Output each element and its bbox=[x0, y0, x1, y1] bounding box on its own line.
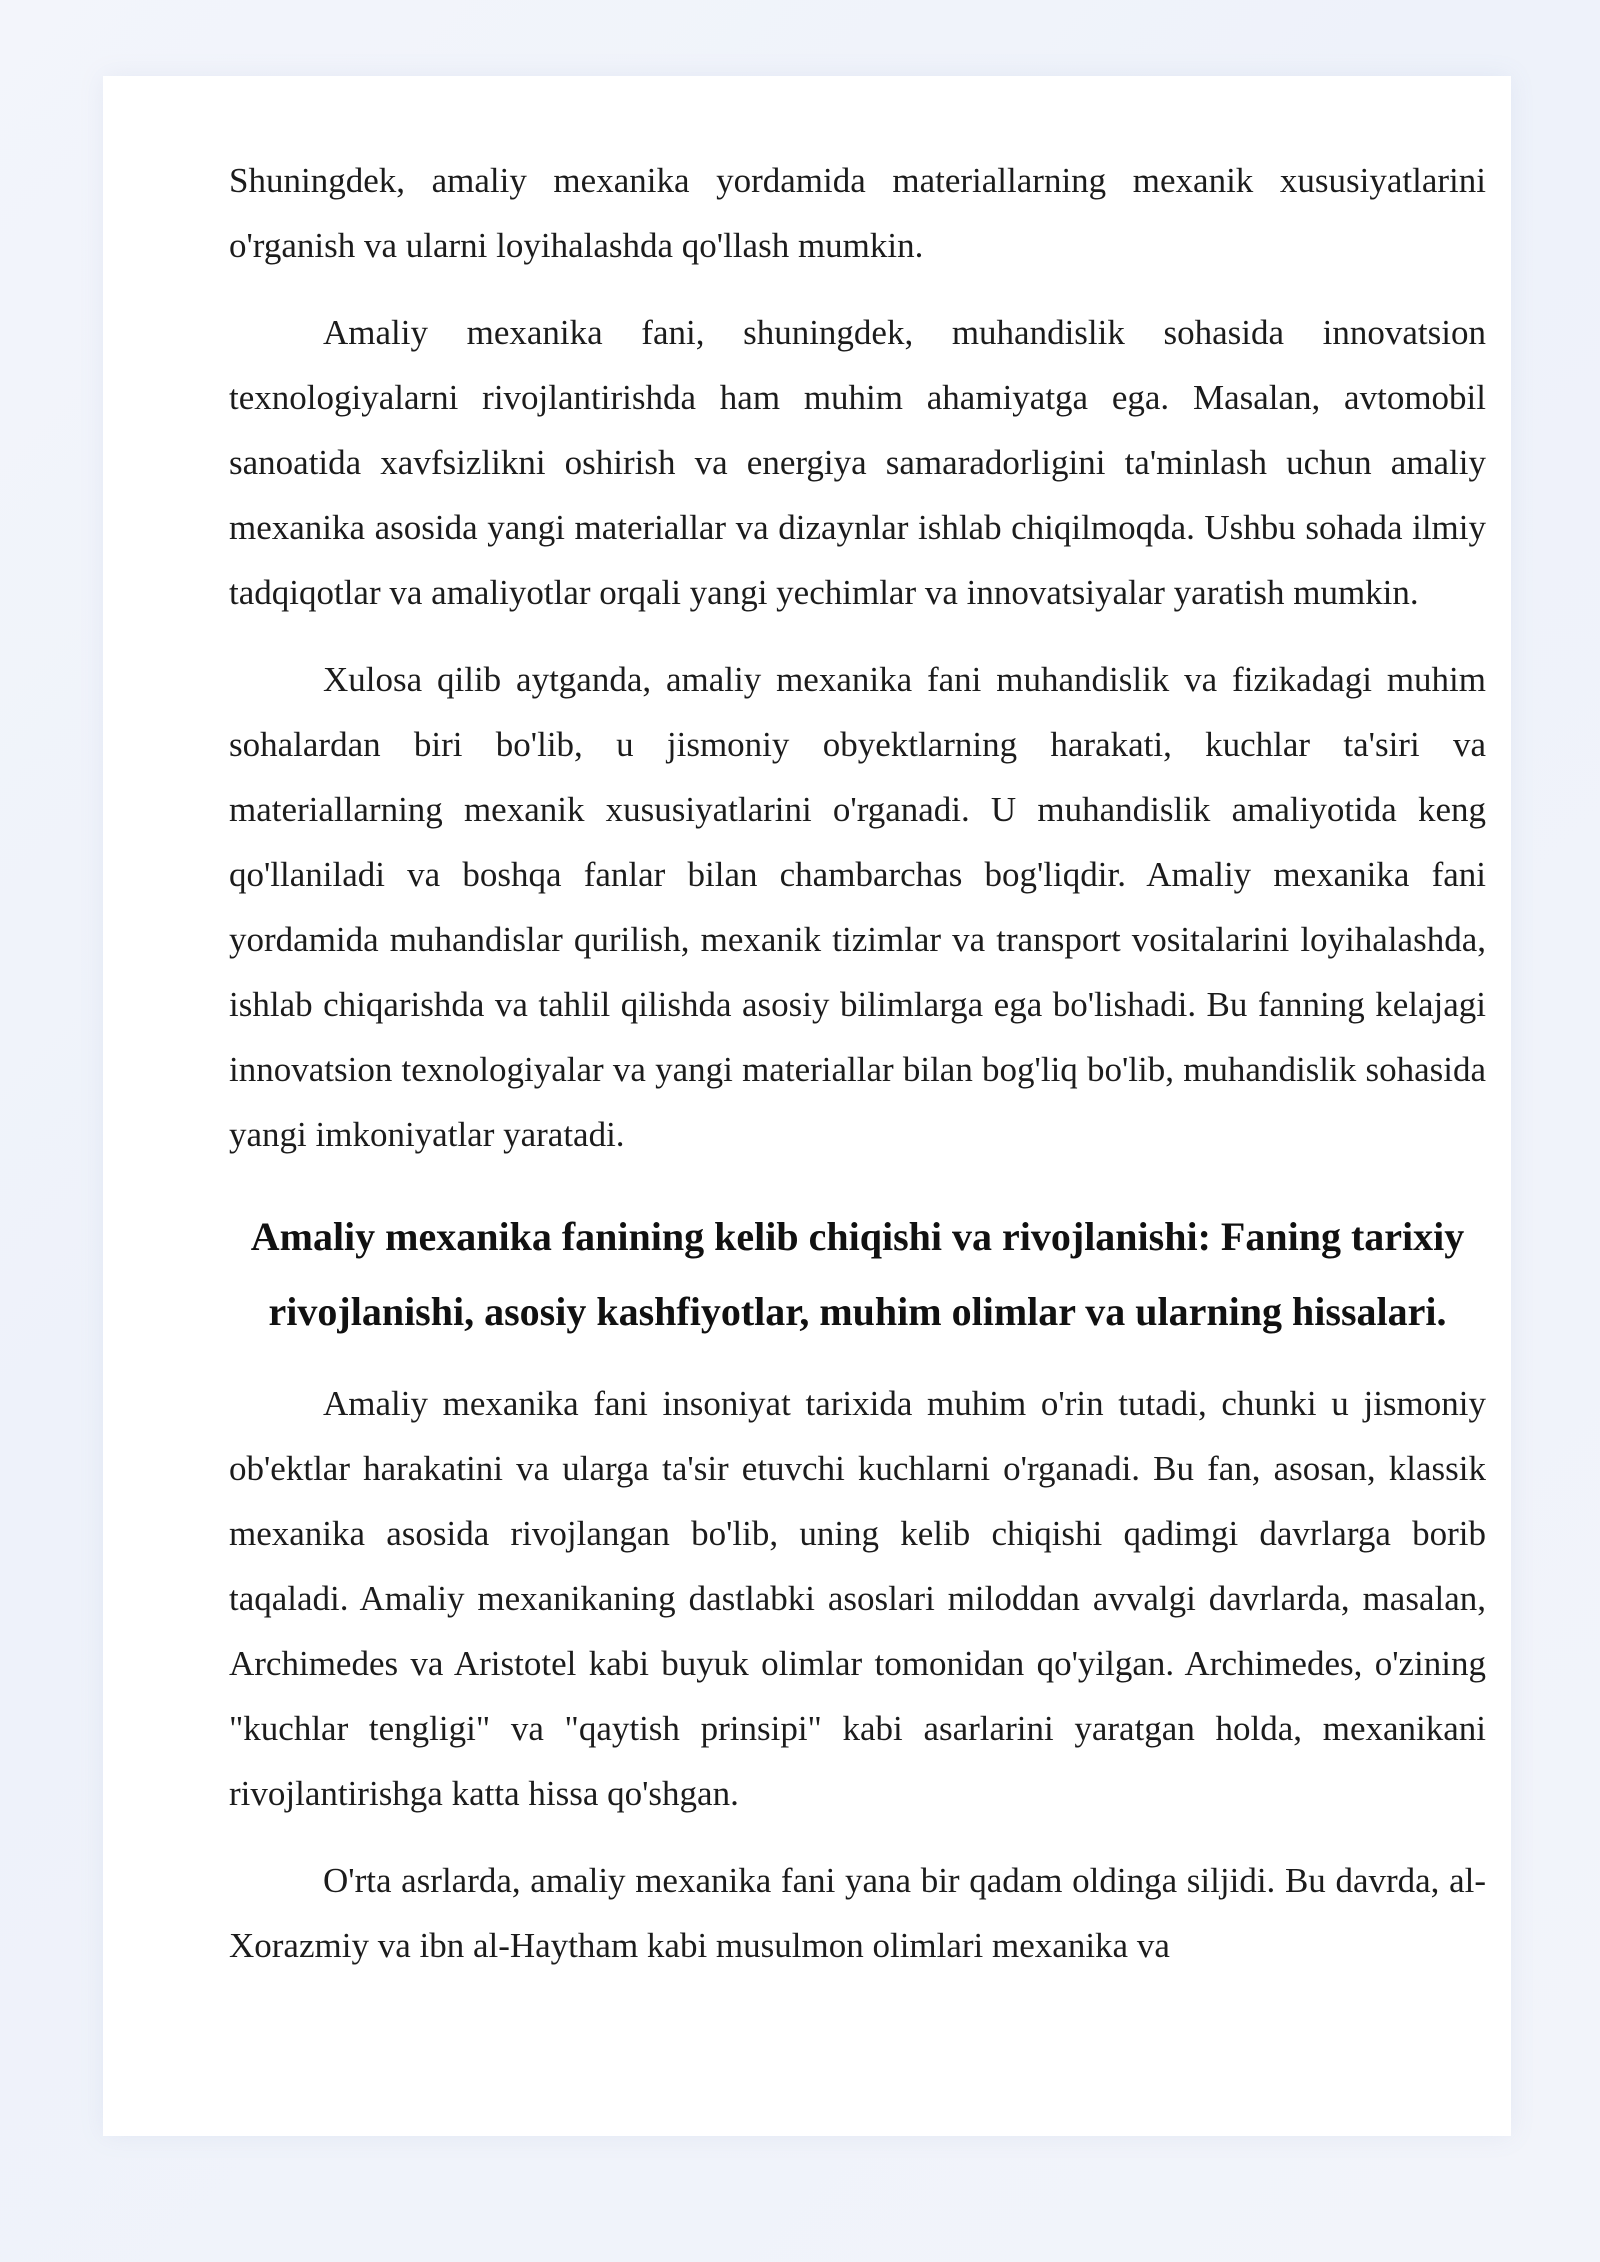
document-page bbox=[103, 76, 1511, 2136]
section-heading: Amaliy mexanika fanining kelib chiqishi va rivojlanishi: Faning tarixiy rivojlanishi, asosiy kashfiyotlar, muhim olimlar va ularning hissalari. bbox=[250, 1214, 1465, 1334]
paragraph-4: Amaliy mexanika fani insoniyat tarixida muhim o'rin tutadi, chunki u jismoniy ob'ektlar harakatini va ularga ta'sir etuvchi kuchlarni o'rganadi. Bu fan, asosan, klassik mexanika asosida rivojlangan bo'lib, uning kelib chiqishi qadimgi davrlarga borib taqaladi. Amaliy mexanikaning dastlabki asoslari miloddan avvalgi davrlarda, masalan, Archimedes va Aristotel kabi buyuk olimlar tomonidan qo'yilgan. Archimedes, o'zining "kuchlar tengligi" va "qaytish prinsipi" kabi asarlarini yaratgan holda, mexanikani rivojlantirishga katta hissa qo'shgan. bbox=[229, 1384, 1486, 1813]
paragraph-1: Shuningdek, amaliy mexanika yordamida materiallarning mexanik xususiyatlarini o'rganish va ularni loyihalashda qo'llash mumkin. bbox=[229, 161, 1486, 265]
paragraph-5: O'rta asrlarda, amaliy mexanika fani yana bir qadam oldinga siljidi. Bu davrda, al-Xorazmiy va ibn al-Haytham kabi musulmon olimlari mexanika va bbox=[229, 1861, 1486, 1965]
paragraph-3: Xulosa qilib aytganda, amaliy mexanika fani muhandislik va fizikadagi muhim sohalardan biri bo'lib, u jismoniy obyektlarning harakati, kuchlar ta'siri va materiallarning mexanik xususiyatlarini o'rganadi. U muhandislik amaliyotida keng qo'llaniladi va boshqa fanlar bilan chambarchas bog'liqdir. Amaliy mexanika fani yordamida muhandislar qurilish, mexanik tizimlar va transport vositalarini loyihalashda, ishlab chiqarishda va tahlil qilishda asosiy bilimlarga ega bo'lishadi. Bu fanning kelajagi innovatsion texnologiyalar va yangi materiallar bilan bog'liq bo'lib, muhandislik sohasida yangi imkoniyatlar yaratadi. bbox=[229, 660, 1486, 1154]
paragraph-2: Amaliy mexanika fani, shuningdek, muhandislik sohasida innovatsion texnologiyalarni rivojlantirishda ham muhim ahamiyatga ega. Masalan, avtomobil sanoatida xavfsizlikni oshirish va energiya samaradorligini ta'minlash uchun amaliy mexanika asosida yangi materiallar va dizaynlar ishlab chiqilmoqda. Ushbu sohada ilmiy tadqiqotlar va amaliyotlar orqali yangi yechimlar va innovatsiyalar yaratish mumkin. bbox=[229, 313, 1486, 612]
document-body bbox=[229, 148, 1486, 1978]
